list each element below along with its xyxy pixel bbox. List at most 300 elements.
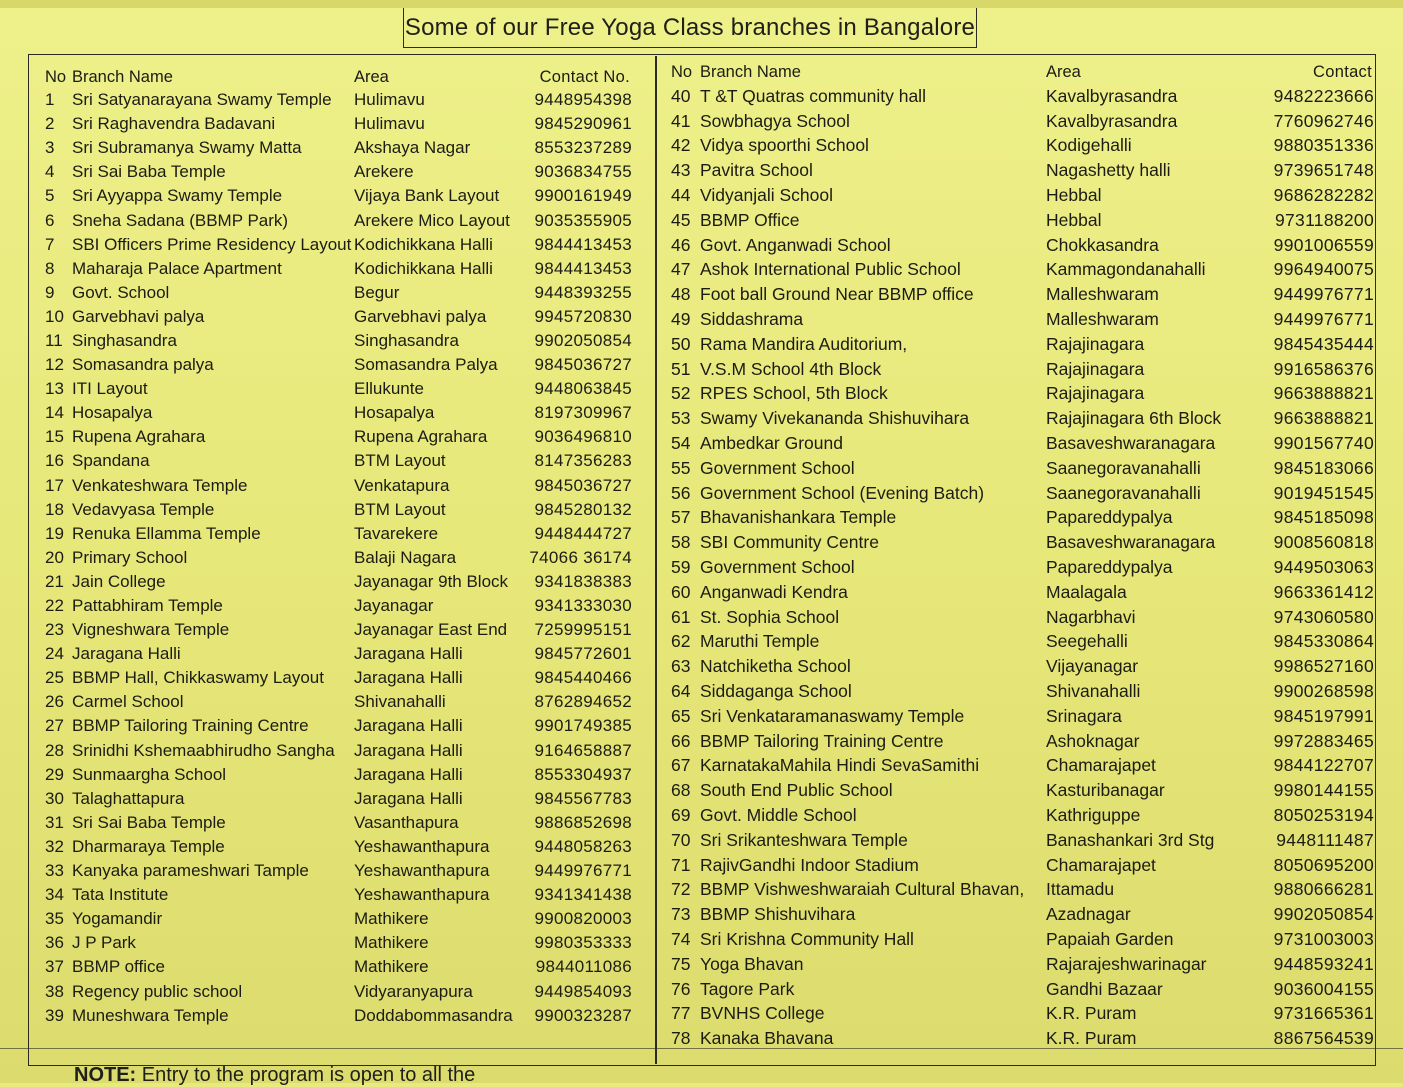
- branch-contact: 9731665361: [1273, 1003, 1374, 1024]
- branch-no: 49: [671, 309, 691, 330]
- table-row: [668, 382, 1380, 407]
- table-row: [668, 233, 1380, 258]
- branch-name: Siddaganga School: [700, 681, 852, 702]
- table-row: [42, 714, 642, 738]
- branch-name: Sri Subramanya Swamy Matta: [72, 138, 302, 158]
- branch-contact: 9449503063: [1273, 557, 1374, 578]
- top-cut-edge: [0, 0, 1403, 8]
- header-branch-name: Branch Name: [700, 63, 801, 81]
- branch-contact: 9448058263: [534, 836, 632, 856]
- branch-area: Mathikere: [354, 933, 429, 953]
- table-row: [42, 184, 642, 208]
- table-row: [42, 401, 642, 425]
- branch-no: 34: [45, 885, 64, 905]
- branch-no: 39: [45, 1005, 64, 1025]
- table-row: [42, 907, 642, 931]
- branch-area: Rajajinagara 6th Block: [1046, 408, 1222, 429]
- branch-no: 28: [45, 740, 64, 760]
- branch-contact: 9448954398: [534, 90, 632, 110]
- header-no: No: [671, 63, 693, 81]
- branch-name: RajivGandhi Indoor Stadium: [700, 854, 919, 875]
- branch-no: 40: [671, 85, 691, 106]
- branch-area: Shivanahalli: [354, 692, 446, 712]
- table-row: [42, 353, 642, 377]
- branch-area: Jayanagar 9th Block: [354, 571, 509, 591]
- branch-area: Rupena Agrahara: [354, 427, 488, 447]
- branch-name: Sunmaargha School: [72, 764, 227, 784]
- branch-contact: 9964940075: [1273, 259, 1374, 280]
- branch-contact: 9449854093: [534, 981, 632, 1001]
- branch-no: 43: [671, 160, 691, 181]
- table-row: [668, 1001, 1380, 1026]
- branch-contact: 9845280132: [534, 499, 632, 519]
- branch-name: Govt. School: [72, 282, 170, 302]
- branch-contact: 9164658887: [534, 740, 632, 760]
- branch-name: Sri Srikanteshwara Temple: [700, 829, 908, 850]
- branch-contact: 9902050854: [534, 330, 632, 350]
- branch-no: 65: [671, 705, 691, 726]
- branch-area: Yeshawanthapura: [354, 861, 490, 881]
- branch-name: Carmel School: [72, 692, 184, 712]
- branch-area: Papaiah Garden: [1046, 928, 1174, 949]
- branch-area: Seegehalli: [1046, 631, 1128, 652]
- table-row: [668, 778, 1380, 803]
- branch-area: Chokkasandra: [1046, 234, 1159, 255]
- branch-no: 33: [45, 861, 64, 881]
- branch-contact: 9980144155: [1273, 780, 1374, 801]
- branch-name: Government School: [700, 457, 855, 478]
- branch-no: 56: [671, 482, 691, 503]
- branch-contact: 9845185098: [1273, 507, 1374, 528]
- branch-name: Sri Ayyappa Swamy Temple: [72, 186, 283, 206]
- table-row: [668, 902, 1380, 927]
- branch-name: Sowbhagya School: [700, 110, 850, 131]
- branch-area: Arekere: [354, 162, 414, 182]
- branch-name: Renuka Ellamma Temple: [72, 523, 261, 543]
- branch-no: 53: [671, 408, 691, 429]
- branch-no: 48: [671, 284, 691, 305]
- branch-name: Anganwadi Kendra: [700, 581, 848, 602]
- branch-contact: 9482223666: [1273, 85, 1374, 106]
- branch-no: 15: [45, 427, 64, 447]
- branch-contact: 9902050854: [1273, 904, 1374, 925]
- branch-no: 19: [45, 523, 64, 543]
- branch-name: BBMP Tailoring Training Centre: [700, 730, 944, 751]
- table-row: [668, 977, 1380, 1002]
- branch-no: 6: [45, 210, 55, 230]
- branch-contact: 9845330864: [1273, 631, 1374, 652]
- branch-no: 55: [671, 457, 691, 478]
- branch-no: 42: [671, 135, 691, 156]
- branch-no: 44: [671, 185, 691, 206]
- branch-name: Foot ball Ground Near BBMP office: [700, 284, 974, 305]
- branch-contact: 9663361412: [1273, 581, 1374, 602]
- branch-no: 18: [45, 499, 64, 519]
- branch-contact: 9448063845: [534, 379, 632, 399]
- branch-area: Kodichikkana Halli: [354, 258, 493, 278]
- branch-contact: 9731188200: [1274, 209, 1374, 230]
- branch-contact: 9449976771: [534, 861, 632, 881]
- branch-area: Kavalbyrasandra: [1046, 85, 1178, 106]
- branch-contact: 9743060580: [1273, 606, 1374, 627]
- table-row: [668, 506, 1380, 531]
- table-row: [668, 754, 1380, 779]
- branch-area: Hebbal: [1046, 185, 1102, 206]
- branch-no: 50: [671, 333, 691, 354]
- branch-no: 59: [671, 557, 691, 578]
- branch-no: 23: [45, 620, 64, 640]
- table-row: [668, 307, 1380, 332]
- branch-area: Hebbal: [1046, 209, 1102, 230]
- branch-contact: 9900820003: [534, 909, 632, 929]
- table-row: [42, 160, 642, 184]
- branch-no: 71: [671, 854, 691, 875]
- branch-contact: 9844011086: [535, 957, 632, 977]
- branch-contact: 9845440466: [534, 668, 632, 688]
- branch-area: Hulimavu: [354, 114, 425, 134]
- branch-name: BBMP Tailoring Training Centre: [72, 716, 309, 736]
- branch-name: Govt. Anganwadi School: [700, 234, 891, 255]
- branch-no: 51: [671, 358, 691, 379]
- branch-name: SBI Community Centre: [700, 532, 879, 553]
- branch-area: Chamarajapet: [1046, 755, 1156, 776]
- branch-no: 57: [671, 507, 691, 528]
- branch-area: Hosapalya: [354, 403, 435, 423]
- table-row: [668, 109, 1380, 134]
- table-row: [42, 1004, 642, 1028]
- left-header-row: [42, 66, 642, 88]
- branch-no: 66: [671, 730, 691, 751]
- branch-no: 4: [45, 162, 55, 182]
- header-area: Area: [354, 67, 389, 86]
- branch-contact: 9845772601: [534, 644, 632, 664]
- branch-no: 61: [671, 606, 691, 627]
- branch-no: 14: [45, 403, 64, 423]
- branch-name: Sri Satyanarayana Swamy Temple: [72, 90, 332, 110]
- branch-name: South End Public School: [700, 780, 893, 801]
- table-row: [42, 739, 642, 763]
- branch-area: Nagarbhavi: [1046, 606, 1136, 627]
- branch-contact: 9900161949: [534, 186, 632, 206]
- branch-name: Swamy Vivekananda Shishuvihara: [700, 408, 970, 429]
- table-row: [668, 431, 1380, 456]
- branch-name: Singhasandra: [72, 330, 177, 350]
- branch-no: 5: [45, 186, 55, 206]
- table-row: [668, 357, 1380, 382]
- branch-no: 78: [671, 1028, 691, 1049]
- branch-no: 70: [671, 829, 691, 850]
- branch-no: 11: [45, 330, 63, 350]
- branch-contact: 9945720830: [534, 306, 632, 326]
- branch-contact: 9845197991: [1273, 705, 1374, 726]
- table-row: [42, 305, 642, 329]
- branch-area: Jayanagar East End: [354, 620, 508, 640]
- branch-name: BBMP Office: [700, 209, 800, 230]
- branch-name: BBMP Hall, Chikkaswamy Layout: [72, 668, 324, 688]
- branch-name: Jaragana Halli: [72, 644, 181, 664]
- branch-no: 62: [671, 631, 691, 652]
- branch-name: Pavitra School: [700, 160, 813, 181]
- branch-name: Pattabhiram Temple: [72, 596, 223, 616]
- branch-no: 31: [45, 812, 64, 832]
- table-row: [42, 763, 642, 787]
- table-row: [42, 329, 642, 353]
- branch-area: Banashankari 3rd Stg: [1046, 829, 1215, 850]
- table-row: [42, 883, 642, 907]
- branch-contact: 9035355905: [534, 210, 632, 230]
- branch-contact: 9980353333: [534, 933, 632, 953]
- branch-contact: 9341333030: [534, 596, 632, 616]
- branch-area: Kathriguppe: [1046, 805, 1141, 825]
- table-row: [42, 618, 642, 642]
- branch-name: Spandana: [72, 451, 150, 471]
- left-branch-column: [42, 66, 642, 1028]
- header-branch-name: Branch Name: [72, 67, 173, 86]
- branch-area: Chamarajapet: [1046, 854, 1156, 875]
- branch-contact: 9036496810: [534, 427, 632, 447]
- footer-note: [74, 1064, 475, 1087]
- branch-name: Govt. Middle School: [700, 805, 857, 825]
- branch-name: V.S.M School 4th Block: [700, 358, 882, 379]
- branch-name: Siddashrama: [700, 309, 804, 330]
- branch-name: Bhavanishankara Temple: [700, 507, 897, 528]
- table-row: [42, 690, 642, 714]
- branch-contact: 9900323287: [534, 1005, 632, 1025]
- branch-name: BBMP Vishweshwaraiah Cultural Bhavan,: [700, 879, 1025, 900]
- branch-area: Basaveshwaranagara: [1046, 532, 1216, 553]
- branch-area: Vijayanagar: [1046, 656, 1139, 677]
- table-row: [42, 208, 642, 232]
- branch-name: Tata Institute: [72, 885, 169, 905]
- branch-area: Doddabommasandra: [354, 1005, 513, 1025]
- table-row: [668, 630, 1380, 655]
- branch-no: 64: [671, 681, 691, 702]
- branch-area: Arekere Mico Layout: [354, 210, 510, 230]
- branch-no: 12: [45, 355, 64, 375]
- branch-area: Nagashetty halli: [1046, 160, 1171, 181]
- branch-contact: 9731003003: [1273, 928, 1374, 949]
- branch-no: 30: [45, 788, 64, 808]
- table-row: [668, 679, 1380, 704]
- branch-name: Sri Sai Baba Temple: [72, 162, 226, 182]
- branch-no: 16: [45, 451, 64, 471]
- branch-no: 13: [45, 379, 64, 399]
- branch-contact: 8553237289: [534, 138, 632, 158]
- branch-contact: 9844413453: [534, 234, 632, 254]
- table-row: [42, 88, 642, 112]
- branch-contact: 9844122707: [1273, 755, 1374, 776]
- branch-no: 54: [671, 433, 691, 454]
- table-row: [668, 605, 1380, 630]
- table-row: [42, 594, 642, 618]
- branch-contact: 9900268598: [1273, 681, 1374, 702]
- table-row: [42, 787, 642, 811]
- branch-contact: 9341838383: [534, 571, 632, 591]
- branch-name: Talaghattapura: [72, 788, 185, 808]
- branch-area: Jaragana Halli: [354, 764, 463, 784]
- branch-no: 76: [671, 978, 691, 999]
- branch-no: 60: [671, 581, 691, 602]
- table-row: [42, 835, 642, 859]
- table-row: [668, 481, 1380, 506]
- branch-contact: 9686282282: [1273, 185, 1374, 206]
- branch-name: T &T Quatras community hall: [700, 85, 926, 106]
- branch-area: Kavalbyrasandra: [1046, 110, 1178, 131]
- branch-no: 7: [45, 234, 55, 254]
- branch-area: Jaragana Halli: [354, 716, 463, 736]
- table-row: [668, 183, 1380, 208]
- branch-contact: 9845567783: [534, 788, 632, 808]
- branch-name: Government School: [700, 557, 855, 578]
- right-branch-column: [668, 48, 1380, 1051]
- branch-name: Kanyaka parameshwari Tample: [72, 861, 309, 881]
- branch-contact: 9844413453: [534, 258, 632, 278]
- header-contact: Contact: [1313, 63, 1372, 81]
- branch-contact: 9845435444: [1273, 333, 1374, 354]
- branch-area: Malleshwaram: [1046, 309, 1159, 330]
- branch-name: Vedavyasa Temple: [72, 499, 215, 519]
- table-row: [42, 642, 642, 666]
- table-row: [668, 134, 1380, 159]
- branch-contact: 9449976771: [1273, 284, 1374, 305]
- branch-name: Garvebhavi palya: [72, 306, 205, 326]
- branch-area: Tavarekere: [354, 523, 439, 543]
- branch-area: Mathikere: [354, 909, 429, 929]
- branch-contact: 9739651748: [1273, 160, 1374, 181]
- branch-area: Rajajinagara: [1046, 383, 1145, 404]
- branch-contact: 9880666281: [1273, 879, 1374, 900]
- table-row: [42, 281, 642, 305]
- left-rows: [42, 88, 642, 1028]
- branch-area: Kasturibanagar: [1046, 780, 1165, 801]
- branch-name: St. Sophia School: [700, 606, 840, 627]
- branch-no: 74: [671, 928, 691, 949]
- table-row: [42, 955, 642, 979]
- table-row: [668, 530, 1380, 555]
- branch-area: Akshaya Nagar: [354, 138, 471, 158]
- branch-no: 21: [45, 571, 64, 591]
- branch-name: Maharaja Palace Apartment: [72, 258, 282, 278]
- branch-area: Srinagara: [1046, 705, 1122, 726]
- table-row: [668, 803, 1380, 828]
- branch-area: Vasanthapura: [354, 812, 459, 832]
- branch-contact: 9008560818: [1273, 532, 1374, 553]
- table-row: [42, 979, 642, 1003]
- branch-name: Sri Sai Baba Temple: [72, 812, 226, 832]
- branch-name: Rama Mandira Auditorium,: [700, 333, 908, 354]
- branch-name: Regency public school: [72, 981, 243, 1001]
- branch-no: 29: [45, 764, 64, 784]
- branch-name: Vigneshwara Temple: [72, 620, 230, 640]
- table-row: [42, 522, 642, 546]
- branch-no: 58: [671, 532, 691, 553]
- table-row: [668, 878, 1380, 903]
- branch-area: Gandhi Bazaar: [1046, 978, 1163, 999]
- branch-area: Somasandra Palya: [354, 355, 498, 375]
- branch-name: Tagore Park: [700, 978, 795, 999]
- branch-no: 69: [671, 805, 691, 825]
- branch-no: 75: [671, 953, 691, 974]
- branch-no: 68: [671, 780, 691, 801]
- branch-contact: 9019451545: [1273, 482, 1374, 503]
- table-row: [42, 377, 642, 401]
- table-row: [668, 84, 1380, 109]
- branch-contact: 9916586376: [1273, 358, 1374, 379]
- header-area: Area: [1046, 63, 1081, 81]
- branch-no: 22: [45, 596, 64, 616]
- branch-no: 52: [671, 383, 691, 404]
- branch-area: Jaragana Halli: [354, 644, 463, 664]
- branch-name: Vidya spoorthi School: [700, 135, 869, 156]
- branch-contact: 9036834755: [534, 162, 632, 182]
- branch-no: 8: [45, 258, 55, 278]
- branch-name: Yoga Bhavan: [700, 953, 804, 974]
- table-row: [42, 425, 642, 449]
- branch-contact: 7259995151: [534, 620, 632, 640]
- branch-no: 32: [45, 836, 64, 856]
- branch-no: 37: [45, 957, 64, 977]
- branch-contact: 9886852698: [534, 812, 632, 832]
- branch-contact: 8762894652: [534, 692, 632, 712]
- branch-name: Muneshwara Temple: [72, 1005, 229, 1025]
- table-row: [42, 233, 642, 257]
- table-row: [668, 704, 1380, 729]
- branch-area: Saanegoravanahalli: [1046, 457, 1201, 478]
- branch-name: Hosapalya: [72, 403, 153, 423]
- table-row: [42, 257, 642, 281]
- branch-contact: 9901006559: [1273, 234, 1374, 255]
- branch-name: Maruthi Temple: [700, 631, 820, 652]
- table-row: [668, 555, 1380, 580]
- branch-area: Mathikere: [354, 957, 429, 977]
- branch-area: Azadnagar: [1046, 904, 1131, 925]
- branch-no: 36: [45, 933, 64, 953]
- branch-no: 20: [45, 547, 64, 567]
- branch-no: 26: [45, 692, 64, 712]
- branch-area: Saanegoravanahalli: [1046, 482, 1201, 503]
- branch-no: 41: [671, 110, 691, 131]
- branch-no: 9: [45, 282, 55, 302]
- branch-name: BVNHS College: [700, 1003, 825, 1024]
- table-row: [668, 952, 1380, 977]
- branch-area: Yeshawanthapura: [354, 885, 490, 905]
- table-row: [42, 449, 642, 473]
- branch-no: 38: [45, 981, 64, 1001]
- table-row: [668, 258, 1380, 283]
- branch-area: Begur: [354, 282, 400, 302]
- branch-no: 72: [671, 879, 691, 900]
- branch-area: Ashoknagar: [1046, 730, 1140, 751]
- branch-area: Ittamadu: [1046, 879, 1115, 900]
- table-row: [42, 811, 642, 835]
- branch-area: Jaragana Halli: [354, 788, 463, 808]
- branch-no: 35: [45, 909, 64, 929]
- header-contact: Contact No.: [539, 67, 630, 86]
- branch-name: Kanaka Bhavana: [700, 1028, 834, 1049]
- branch-area: Kodigehalli: [1046, 135, 1132, 156]
- table-row: [668, 654, 1380, 679]
- table-row: [668, 208, 1380, 233]
- branch-no: 77: [671, 1003, 691, 1024]
- branch-area: Malleshwaram: [1046, 284, 1159, 305]
- branch-no: 67: [671, 755, 691, 776]
- branch-contact: 74066 36174: [529, 547, 632, 567]
- table-row: [668, 729, 1380, 754]
- branch-name: Natchiketha School: [700, 656, 851, 677]
- table-row: [668, 282, 1380, 307]
- table-row: [42, 112, 642, 136]
- branch-name: Srinidhi Kshemaabhirudho Sangha: [72, 740, 335, 760]
